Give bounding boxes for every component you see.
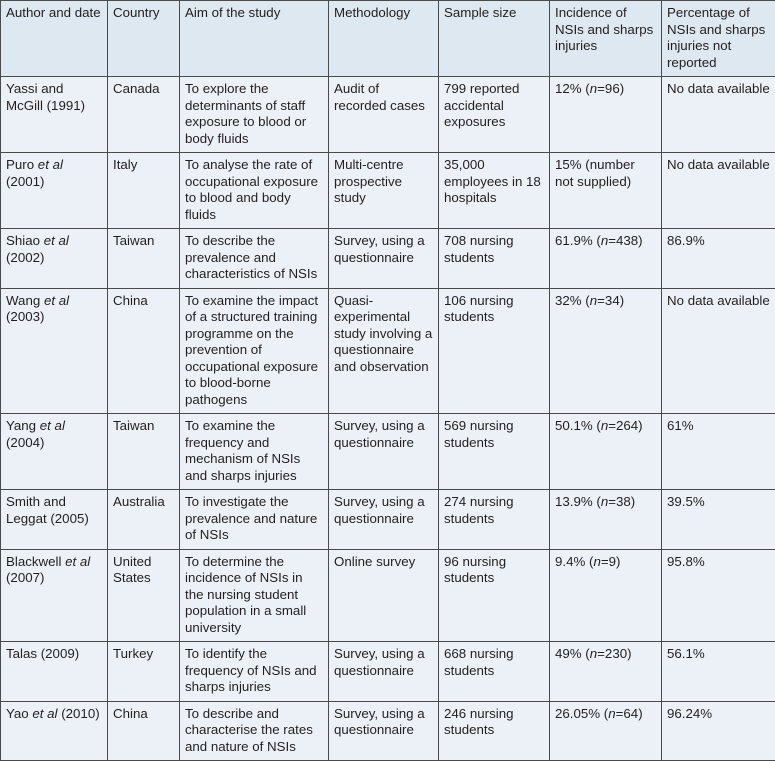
cell-aim: To determine the incidence of NSIs in the nursing student population in a small university [180,549,329,642]
table-row [1,490,775,550]
cell-country: Turkey [108,642,180,702]
cell-country: China [108,701,180,761]
table-row [1,642,775,702]
cell-country: Canada [108,77,180,153]
cell-sample-size: 799 reported accidental exposures [439,77,550,153]
cell-country: Italy [108,153,180,229]
cell-author: Yassi and McGill (1991) [1,77,108,153]
header-incidence: Incidence of NSIs and sharps injuries [550,1,662,77]
cell-methodology: Survey, using a questionnaire [329,490,439,550]
cell-sample-size: 569 nursing students [439,414,550,490]
cell-author: Blackwell et al (2007) [1,549,108,642]
cell-country: Taiwan [108,414,180,490]
cell-incidence: 50.1% (n=264) [550,414,662,490]
cell-sample-size: 246 nursing students [439,701,550,761]
cell-methodology: Online survey [329,549,439,642]
cell-sample-size: 708 nursing students [439,229,550,289]
cell-methodology: Survey, using a questionnaire [329,414,439,490]
table-row [1,229,775,289]
cell-methodology: Survey, using a questionnaire [329,642,439,702]
cell-incidence: 9.4% (n=9) [550,549,662,642]
cell-incidence: 61.9% (n=438) [550,229,662,289]
cell-aim: To describe the prevalence and characteristics of NSIs [180,229,329,289]
table-row [1,288,775,414]
cell-incidence: 32% (n=34) [550,288,662,414]
cell-incidence: 26.05% (n=64) [550,701,662,761]
header-author-date: Author and date [1,1,108,77]
table-row [1,549,775,642]
cell-aim: To identify the frequency of NSIs and sharps injuries [180,642,329,702]
cell-aim: To examine the frequency and mechanism of NSIs and sharps injuries [180,414,329,490]
cell-not-reported: 61% [662,414,775,490]
header-row [1,1,775,77]
table-row [1,701,775,761]
cell-methodology: Multi-centre prospective study [329,153,439,229]
table-row [1,414,775,490]
table-row [1,153,775,229]
cell-sample-size: 35,000 employees in 18 hospitals [439,153,550,229]
cell-country: Australia [108,490,180,550]
cell-methodology: Survey, using a questionnaire [329,229,439,289]
cell-author: Shiao et al (2002) [1,229,108,289]
cell-incidence: 49% (n=230) [550,642,662,702]
cell-author: Puro et al (2001) [1,153,108,229]
cell-sample-size: 668 nursing students [439,642,550,702]
cell-country: Taiwan [108,229,180,289]
cell-not-reported: 95.8% [662,549,775,642]
cell-methodology: Survey, using a questionnaire [329,701,439,761]
header-methodology: Methodology [329,1,439,77]
cell-not-reported: 56.1% [662,642,775,702]
cell-sample-size: 274 nursing students [439,490,550,550]
table-row [1,77,775,153]
cell-country: United States [108,549,180,642]
cell-aim: To explore the determinants of staff exposure to blood or body fluids [180,77,329,153]
cell-aim: To investigate the prevalence and nature of NSIs [180,490,329,550]
cell-sample-size: 106 nursing students [439,288,550,414]
cell-author: Smith and Leggat (2005) [1,490,108,550]
cell-country: China [108,288,180,414]
cell-author: Talas (2009) [1,642,108,702]
cell-not-reported: 39.5% [662,490,775,550]
cell-author: Yao et al (2010) [1,701,108,761]
cell-author: Wang et al (2003) [1,288,108,414]
header-not-reported: Percentage of NSIs and sharps injuries not reported [662,1,775,77]
header-sample-size: Sample size [439,1,550,77]
cell-incidence: 15% (number not supplied) [550,153,662,229]
header-country: Country [108,1,180,77]
cell-aim: To analyse the rate of occupational exposure to blood and body fluids [180,153,329,229]
cell-methodology: Audit of recorded cases [329,77,439,153]
cell-sample-size: 96 nursing students [439,549,550,642]
cell-aim: To examine the impact of a structured training programme on the prevention of occupational exposure to blood-borne pathogens [180,288,329,414]
cell-incidence: 13.9% (n=38) [550,490,662,550]
cell-aim: To describe and characterise the rates and nature of NSIs [180,701,329,761]
cell-methodology: Quasi-experimental study involving a questionnaire and observation [329,288,439,414]
cell-not-reported: 96.24% [662,701,775,761]
cell-author: Yang et al (2004) [1,414,108,490]
cell-not-reported: No data available [662,153,775,229]
cell-not-reported: No data available [662,288,775,414]
cell-not-reported: 86.9% [662,229,775,289]
cell-not-reported: No data available [662,77,775,153]
header-aim: Aim of the study [180,1,329,77]
cell-incidence: 12% (n=96) [550,77,662,153]
